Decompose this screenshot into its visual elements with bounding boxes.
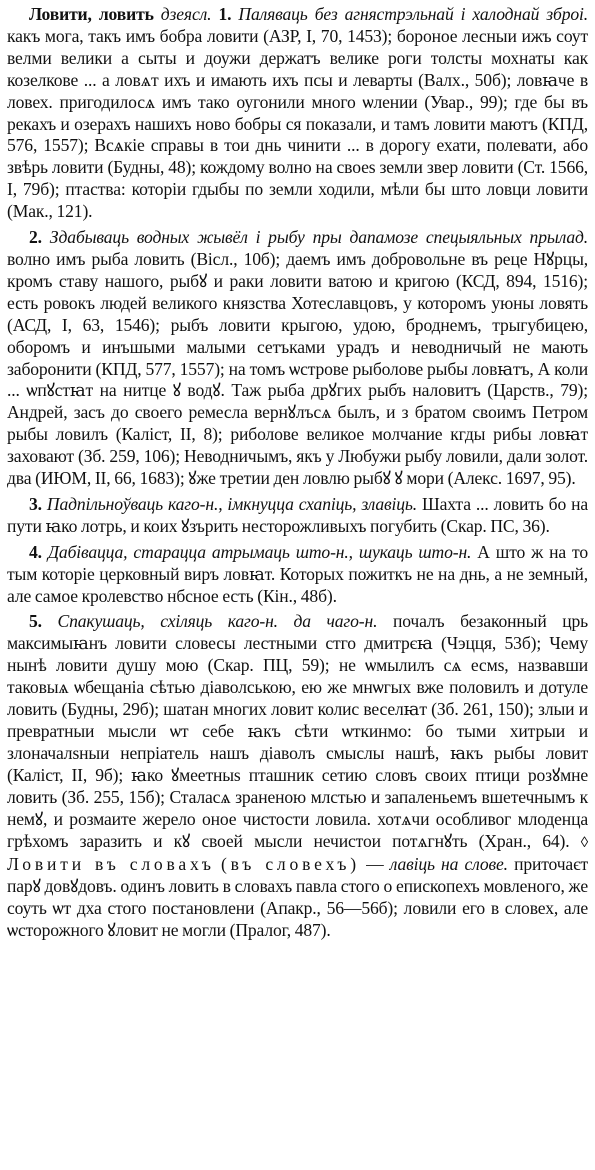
sense-citations: почалъ безаконный црь максимыꙗнъ ловити словесы лестными стго дмитрєꙗ (Чэцця, 53б); Чему нынѣ ловити душу мою (Скар. ПЦ, 59); не ѡмылилъ сѧ есмѕ, назвавши таковыѧ ѡбещаніа сѣтью діаволською, ею же мнѡгых вже половилъ и дотуле ловить (Будны, 29б); шатан многих ловит колис веселꙗт (Зб. 261, 150); злыи и превратныи мысли ѡт себе ꙗкъ сѣти ѡткинмо: бо тыми хитрыи и злоначалѕныи непріатель нашъ діаволъ смыслы нашѣ, ꙗкъ рыбы ловит (Каліст, II, 9б); ꙗко ꙋмеетныѕ пташник сетию словъ своих птици розꙋмне ловить (Зб. 255, 15б); Сталасѧ зраненою млстью и запаленьемъ вшетечнымъ к немꙋ, и розмаите жерело оное чистости ловила. хотѧчи особливог млоденца грѣхомъ заразить и кꙋ своей мысли нечистои потѧгнꙋть (Хран., 64). [7, 611, 588, 851]
phrase-gloss: лавіць на слове. [389, 854, 508, 875]
sense-gloss: Падпільноўваць каго-н., імкнуцца схапіць, злавіць. [46, 493, 417, 514]
sense-number: 3. [29, 493, 42, 514]
phrase-diamond-icon: ◊ [580, 834, 588, 851]
sense-citations: какъ мога, такъ имъ бобра ловити (АЗР, I, 70, 1453); бороное лесныи ижъ соут велми велики а сыты и доужи держатъ велике роги толсты мохнаты как козелкове ... а ловѧт ихъ и имають ихъ псы и леварты (Валх., 50б); ловꙗче в ловех. пригодилосѧ имъ тако оугонили много ѡлении (Увар., 99); где бы въ рекахъ и озерахъ нашихъ ново бобры ся показали, и тамъ ловити маютъ (КПД, 576, 1557); Всѧкіе справы в тои днь чинити ... в дорогу ехати, полевати, або звѣрь ловити (Будны, 48); кождому волно на своеѕ земли звер ловити (Ст. 1566, I, 79б); птаства: которіи гдыбы по земли ходили, мѣли бы што ловци ловити (Мак., 121). [7, 25, 588, 222]
sense-number: 1. [218, 4, 232, 24]
sense-citations: волно имъ рыба ловить (Вісл., 10б); даемъ имъ добровольне въ реце Нꙋрцы, кромъ ставу нашого, рыбꙋ и раки ловити ватою и кригою (КСД, 894, 1516); есть ровокъ людей великого князства Хотеславцовъ, у которомъ уюны ловять (АСД, I, 63, 1546); рыбъ ловити крыгою, удою, броднемъ, трыгубицею, оборомъ и инъшыми малыми сетъками урадъ и неводничый не мають заборонити (КПД, 577, 1557); на томъ ѡстрове рыболове рыбы ловꙗтъ, А коли ... ѡпꙋстꙗт на нитце ꙋ водꙋ. Таж рыба дрꙋгих рыбъ наловитъ (Царств., 79); Андрей, засъ до своего ремесла вернꙋлъсѧ былъ, и з братом своимъ Петром рыбы ловилъ (Каліст, II, 8); риболове великое молчание кгды рибы ловꙗт заховают (Зб. 259, 106); Неводничымъ, якъ у Любужи рыбу ловили, дали золот. два (ИЮМ, II, 66, 1683); ꙋже третии ден ловлю рыбꙋ ꙋ мори (Алекс. 1697, 95). [7, 248, 588, 489]
phrase-variant: (въ словехъ) [220, 854, 360, 875]
sense-1-paragraph [7, 4, 588, 223]
grammar-label: дзеясл. [160, 4, 212, 24]
sense-5-paragraph [7, 611, 588, 942]
sense-citations: А што ж на то тым которіе церковный виръ ловꙗт. Которых пожиткъ не на днь, а не земный, але самое кролевство нбсное есть (Кін., 48б). [7, 541, 588, 606]
sense-number: 5. [29, 611, 42, 632]
sense-gloss: Спакушаць, схіляць каго-н. да чаго-н. [57, 611, 378, 632]
sense-gloss: Паляваць без агнястрэльнай і халоднай зброі. [238, 4, 588, 24]
phrase-heading: Ловити въ словахъ [7, 854, 215, 875]
headword: Ловити, ловить [29, 4, 154, 24]
phrase-dash: — [366, 854, 384, 875]
sense-number: 2. [29, 227, 42, 248]
sense-2-paragraph [7, 227, 588, 490]
sense-citations: Шахта ... ловить бо на пути ꙗко лотрь, и коих ꙋзърить несторожливыхъ погубить (Скар. ПС, 36). [7, 493, 589, 536]
sense-3-paragraph [7, 494, 588, 538]
sense-number: 4. [29, 541, 42, 562]
phrase-citations: приточаєт парꙋ довꙋдовъ. одинъ ловить в словахъ павла стого о епископехъ мовленого, же соуть ѡт дха стого постановлени (Апакр., 56—56б); ловили его в словех, але ѡсторожного ꙋловит не могли (Пралог, 487). [7, 854, 589, 941]
sense-gloss: Дабівацца, старацца атрымаць што-н., шукаць што-н. [47, 541, 472, 562]
sense-gloss: Здабываць водных жывёл і рыбу пры дапамозе спецыяльных прылад. [49, 227, 588, 248]
sense-4-paragraph [7, 542, 588, 608]
